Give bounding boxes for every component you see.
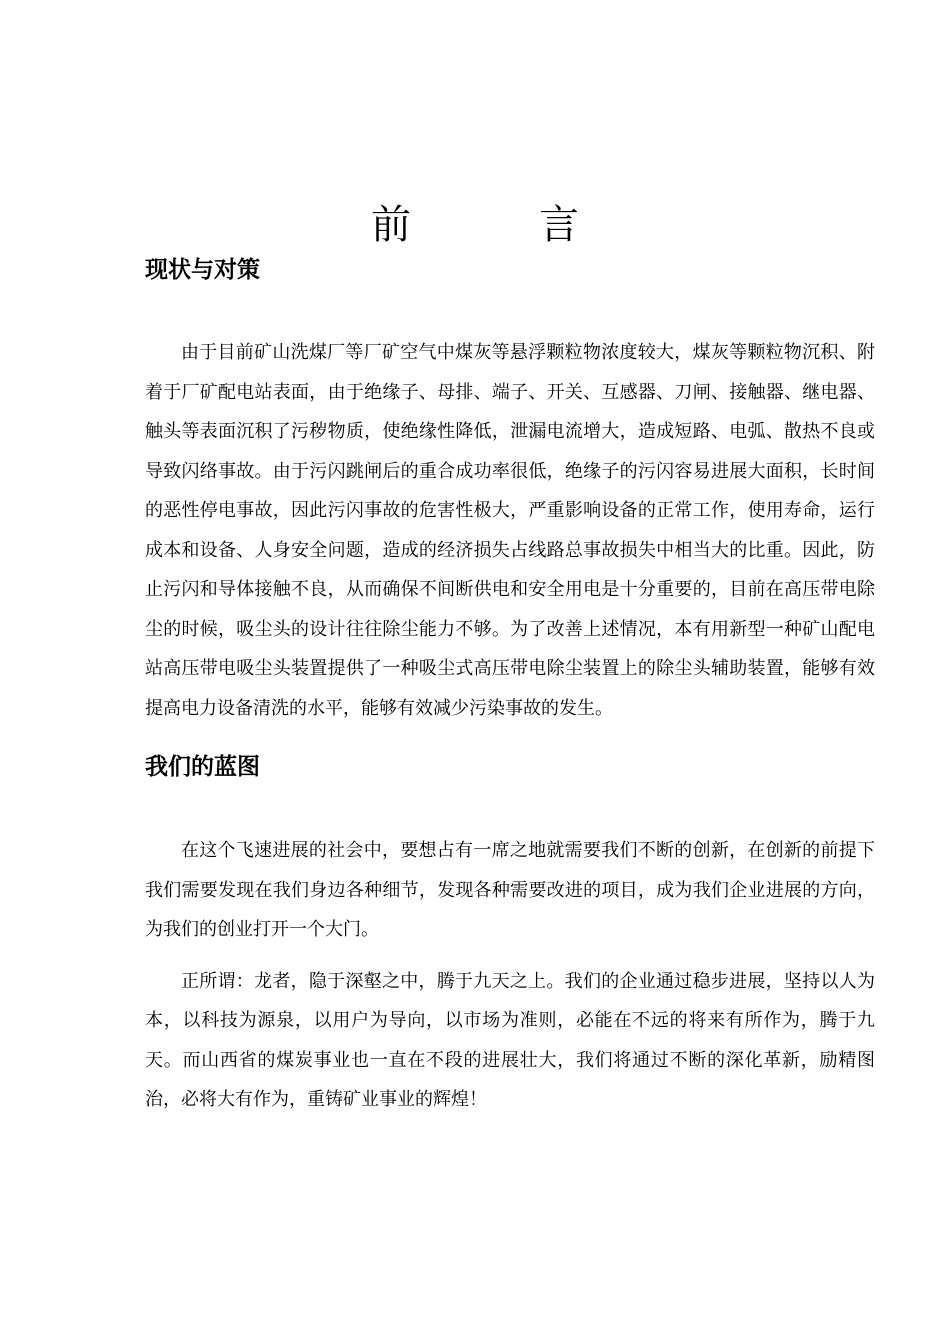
body-paragraph: 由于目前矿山洗煤厂等厂矿空气中煤灰等悬浮颗粒物浓度较大，煤灰等颗粒物沉积、附着于厂矿配电站表面，由于绝缘子、母排、端子、开关、互感器、刀闸、接触器、继电器、触头等表面沉积了污秽物质，使绝缘性降低，泄漏电流增大，造成短路、电弧、散热不良或导致闪络事故。由于污闪跳闸后的重合成功率很低，绝缘子的污闪容易进展大面积，长时间的恶性停电事故，因此污闪事故的危害性极大，严重影响设备的正常工作，使用寿命，运行成本和设备、人身安全问题，造成的经济损失占线路总事故损失中相当大的比重。因此，防止污闪和导体接触不良，从而确保不间断供电和安全用电是十分重要的，目前在高压带电除尘的时候，吸尘头的设计往往除尘能力不够。为了改善上述情况，本有用新型一种矿山配电站高压带电吸尘头装置提供了一种吸尘式高压带电除尘装置上的除尘头辅助装置，能够有效提高电力设备清洗的水平，能够有效减少污染事故的发生。 [145,342,875,719]
body-paragraph: 正所谓：龙者，隐于深壑之中，腾于九天之上。我们的企业通过稳步进展，坚持以人为本，以科技为源泉，以用户为导向，以市场为准则，必能在不远的将来有所作为，腾于九天。而山西省的煤炭事业也一直在不段的进展壮大，我们将通过不断的深化革新，励精图治，必将大有作为，重铸矿业事业的辉煌！ [145,970,875,1110]
section-status-and-countermeasures [145,255,875,728]
body-paragraph: 在这个飞速进展的社会中，要想占有一席之地就需要我们不断的创新，在创新的前提下我们需要发现在我们身边各种细节，发现各种需要改进的项目，成为我们企业进展的方向，为我们的创业打开一个大门。 [145,840,875,940]
section-heading: 现状与对策 [145,257,260,283]
page-title: 前 言 [371,201,623,248]
section-our-blueprint [145,752,875,1120]
section-heading: 我们的蓝图 [145,754,260,780]
